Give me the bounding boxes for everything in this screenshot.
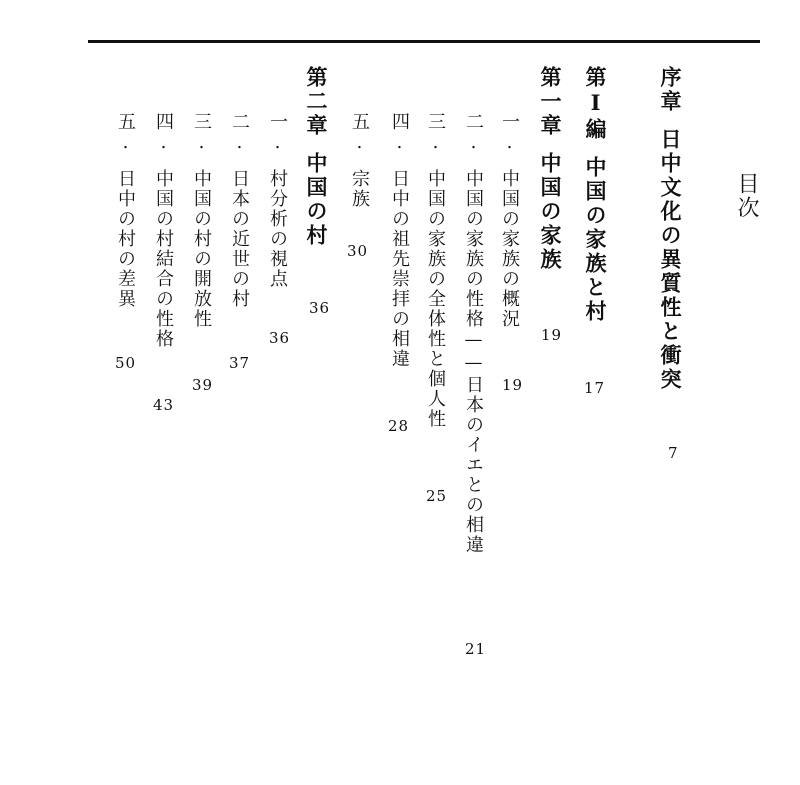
entry-title: 日中文化の異質性と衝突: [658, 128, 683, 392]
entry-page: 25: [426, 487, 448, 505]
toc-entry-section[interactable]: [230, 112, 248, 309]
toc-entry-section[interactable]: [426, 112, 444, 429]
toc-entry-part-1[interactable]: [585, 66, 606, 324]
toc-entry-section[interactable]: [116, 112, 134, 309]
toc-entry-chapter-2[interactable]: [306, 66, 327, 248]
entry-page: 30: [347, 242, 369, 260]
entry-title: 宗族: [349, 169, 370, 209]
entry-page: 43: [153, 396, 175, 414]
entry-label: 二.: [463, 112, 484, 155]
entry-page: 28: [388, 417, 410, 435]
entry-title: 中国の村の開放性: [191, 169, 212, 329]
entry-title: 中国の家族と村: [583, 156, 608, 324]
entry-title: 中国の家族: [538, 152, 563, 272]
toc-entry-section[interactable]: [390, 112, 408, 369]
entry-title: 中国の村結合の性格: [153, 169, 174, 349]
entry-title: 中国の村: [304, 152, 329, 248]
entry-label: 第二章: [304, 66, 329, 138]
entry-page: 39: [192, 376, 214, 394]
toc-entry-section[interactable]: [500, 112, 518, 329]
entry-label: 三.: [425, 112, 446, 155]
entry-page: 50: [115, 354, 137, 372]
entry-page: 21: [465, 640, 487, 658]
entry-label: 四.: [389, 112, 410, 155]
entry-page: 36: [269, 329, 291, 347]
entry-title: 中国の家族の性格——日本のイエとの相違: [463, 169, 484, 555]
toc-entry-section[interactable]: [464, 112, 482, 555]
entry-page: 17: [584, 379, 606, 397]
toc-entry-chapter-1[interactable]: [540, 66, 561, 272]
entry-label: 五.: [349, 112, 370, 155]
toc-entry-prologue[interactable]: [660, 66, 681, 392]
entry-label: 三.: [191, 112, 212, 155]
entry-title: 日中の祖先崇拝の相違: [389, 169, 410, 369]
toc-entry-section[interactable]: [192, 112, 210, 329]
entry-page: 36: [309, 299, 331, 317]
entry-title: 中国の家族の全体性と個人性: [425, 169, 446, 429]
toc-entry-section[interactable]: [268, 112, 286, 289]
entry-page: 19: [541, 326, 563, 344]
entry-label: 序章: [658, 66, 683, 114]
entry-title: 村分析の視点: [267, 169, 288, 289]
entry-label: 四.: [153, 112, 174, 155]
entry-label: 一.: [267, 112, 288, 155]
entry-label: 一.: [499, 112, 520, 155]
entry-page: 37: [229, 354, 251, 372]
top-rule: [88, 40, 760, 43]
toc-entry-section[interactable]: [154, 112, 172, 349]
entry-label: 五.: [115, 112, 136, 155]
entry-title: 日中の村の差異: [115, 169, 136, 309]
entry-title: 中国の家族の概況: [499, 169, 520, 329]
entry-page: 7: [668, 444, 679, 462]
entry-page: 19: [502, 376, 524, 394]
toc-title: 目次: [734, 172, 759, 220]
entry-label: 第Ⅰ編: [583, 66, 608, 142]
entry-label: 二.: [229, 112, 250, 155]
entry-title: 日本の近世の村: [229, 169, 250, 309]
toc-entry-section[interactable]: [350, 112, 368, 209]
entry-label: 第一章: [538, 66, 563, 138]
